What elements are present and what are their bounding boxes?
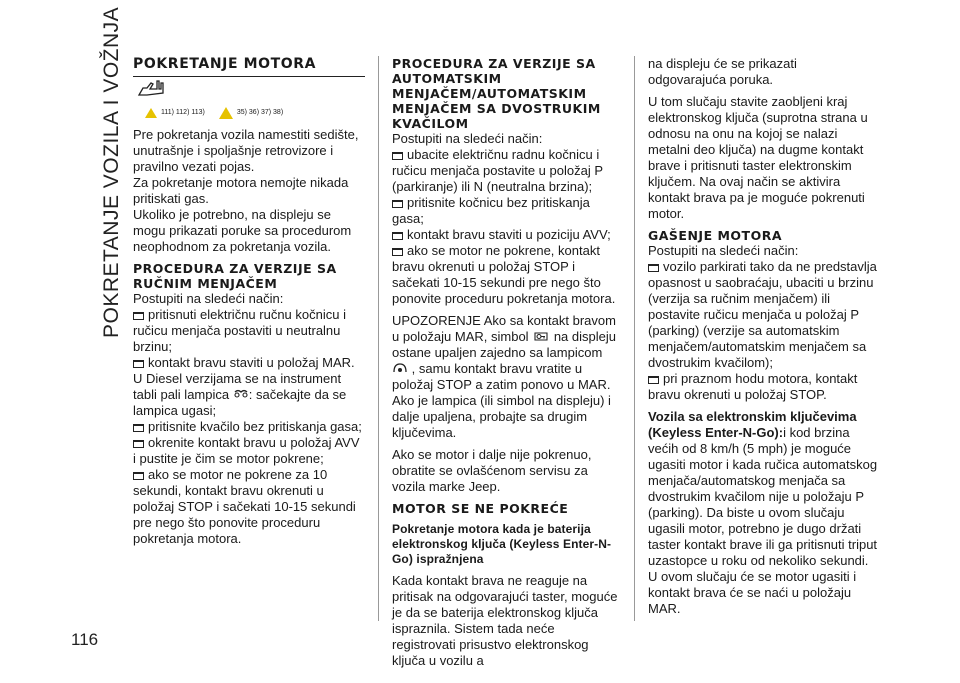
- intro-text: Postupiti na sledeći način:: [648, 243, 799, 258]
- column-divider: [378, 56, 379, 621]
- list-item: pritisnuti električnu ručnu kočnicu i ručicu menjača postaviti u neutralnu brzinu;: [133, 307, 346, 354]
- intro-text: Postupiti na sledeći način:: [133, 291, 284, 306]
- section-heading: MOTOR SE NE POKREĆE: [392, 501, 569, 516]
- bullet-icon: [392, 200, 403, 208]
- bullet-icon: [133, 440, 144, 448]
- list-item: pritisnite kočnicu bez pritiskanja gasa;: [392, 195, 590, 226]
- ref-list-a: 111) 112) 113): [161, 109, 205, 116]
- subsection-heading: Pokretanje motora kada je baterija elektronskog ključa (Keyless Enter-N-Go) ispražnjena: [392, 522, 612, 566]
- list-item: vozilo parkirati tako da ne predstavlja opasnost u saobraćaju, ubaciti u brzinu (verzija sa ručnim menjačem) ili postavite ručicu menjača u položaj P (parking) (verzije sa automatskim menjačem/automatskim menjačem sa dvostrukim kvačilom);: [648, 259, 877, 370]
- column-3: [648, 56, 878, 617]
- section-heading: PROCEDURA ZA VERZIJE SA RUČNIM MENJAČEM: [133, 261, 337, 291]
- section-title: POKRETANJE MOTORA: [133, 56, 365, 77]
- bullet-icon: [133, 360, 144, 368]
- section-heading: GAŠENJE MOTORA: [648, 228, 782, 243]
- warning-paragraph: UPOZORENJE Ako sa kontakt bravom u položaju MAR, simbol na displeju ostane upaljen zajedno sa lampicom , samu kontakt bravu vratite u položaj STOP a zatim ponovo u MAR. Ako je lampica (ili simbol na displeju) i dalje upaljena, probajte sa drugim ključevima.: [392, 313, 616, 440]
- warning-triangle-icon: [145, 108, 157, 118]
- bullet-icon: [392, 248, 403, 256]
- bullet-icon: [392, 152, 403, 160]
- list-item: kontakt bravu staviti u položaj MAR. U Diesel verzijama se na instrument tabli pali lampica : sačekajte da se lampica ugasi;: [133, 355, 355, 418]
- ref-list-b: 35) 36) 37) 38): [236, 109, 284, 116]
- paragraph: U ovom slučaju ćе se motor ugasiti i kontakt brava će se naći u položaju MAR.: [648, 569, 857, 616]
- paragraph: Za pokretanje motora nemojte nikada pritiskati gas.: [133, 175, 349, 206]
- list-item: okrenite kontakt bravu u položaj AVV i pustite je čim se motor pokrene;: [133, 435, 360, 466]
- column-1: [133, 56, 365, 547]
- paragraph: Kada kontakt brava ne reaguje na pritisak na odgovarajući taster, moguće je da se baterija elektronskog ključa ispraznila. Sistem tada neće registrovati prisustvo elektronskog ključa u vozilu a: [392, 573, 618, 668]
- column-2: [392, 56, 618, 669]
- list-item: ako se motor ne pokrene za 10 sekundi, kontakt bravu okrenuti u položaj STOP i sačekati 10-15 sekundi pre nego što ponovite proceduru pokretanja motora.: [133, 467, 356, 546]
- paragraph: Pre pokretanja vozila namestiti sedište, unutrašnje i spoljašnje retrovizore i pravilno vezati pojas.: [133, 127, 359, 174]
- warning-triangle-icon: [219, 107, 233, 119]
- intro-text: Postupiti na sledeći način:: [392, 131, 543, 146]
- bullet-icon: [133, 312, 144, 320]
- column-divider: [634, 56, 635, 621]
- side-chapter-title-text: POKRETANJE VOZILA I VOŽNJA: [100, 6, 123, 338]
- bullet-icon: [648, 376, 659, 384]
- bullet-icon: [133, 424, 144, 432]
- list-item: pritisnite kvačilo bez pritiskanja gasa;: [133, 419, 365, 435]
- glow-plug-icon: [233, 389, 249, 399]
- bullet-icon: [133, 472, 144, 480]
- paragraph: na displeju će se prikazati odgovarajuća poruka.: [648, 56, 797, 87]
- bullet-icon: [392, 232, 403, 240]
- section-heading: PROCEDURA ZA VERZIJE SA AUTOMATSKIM MENJAČEM/AUTOMATSKIM MENJAČEM SA DVOSTRUKIM KVAČILOM: [392, 56, 601, 131]
- list-item: kontakt bravu staviti u poziciju AVV;: [392, 227, 618, 243]
- paragraph: Ukoliko je potrebno, na displeju se mogu prikazati poruke sa procedurom neophodnom za pokretanja vozila.: [133, 207, 352, 254]
- list-item: ubacite električnu radnu kočnicu i ručicu menjača postavite u položaj P (parkiranje) ili N (neutralna brzina);: [392, 147, 603, 194]
- warning-references: [145, 105, 365, 121]
- paragraph: Vozila sa elektronskim ključevima (Keyless Enter-N-Go):i kod brzina većih od 8 km/h (5 mph) je moguće ugasiti motor i kada ručica automatskog menjača/automatskog menjača sa dvostrukim kvačilom nije u položaju P (parking). Da biste u ovom slučaju ugasili motor, potrebno je dugo držati taster kontakt brave ili ga pritisnuti triput uzastopce u roku od nekoliko sekundi.: [648, 409, 878, 568]
- list-item: pri praznom hodu motora, kontakt bravu okrenuti u položaj STOP.: [648, 371, 858, 402]
- inline-subheading: Vozila sa elektronskim ključevima (Keyless Enter-N-Go):: [648, 409, 857, 440]
- bullet-icon: [648, 264, 659, 272]
- list-item: ako se motor ne pokrene, kontakt bravu okrenuti u položaj STOP i sačekati 10-15 sekundi pre nego što ponovite proceduru pokretanja motora.: [392, 243, 616, 306]
- page-number: 116: [71, 630, 99, 649]
- side-chapter-title: [100, 6, 130, 338]
- paragraph: Ako se motor i dalje nije pokrenuo, obratite se ovlašćenom servisu za vozila marke Jeep.: [392, 447, 592, 494]
- steering-lamp-icon: [392, 362, 408, 374]
- key-symbol-icon: [532, 329, 550, 343]
- paragraph: U tom slučaju stavite zaobljeni kraj elektronskog ključa (suprotna strana u odnosu na onu na kojoj se nalazi metalni deo ključa) na dugme kontakt brave i pritisnuti taster elektronskim ključem. Na ovaj način se aktivira kontakt brava pa je moguće pokrenuti motor.: [648, 94, 868, 221]
- hand-touch-icon: [137, 79, 167, 101]
